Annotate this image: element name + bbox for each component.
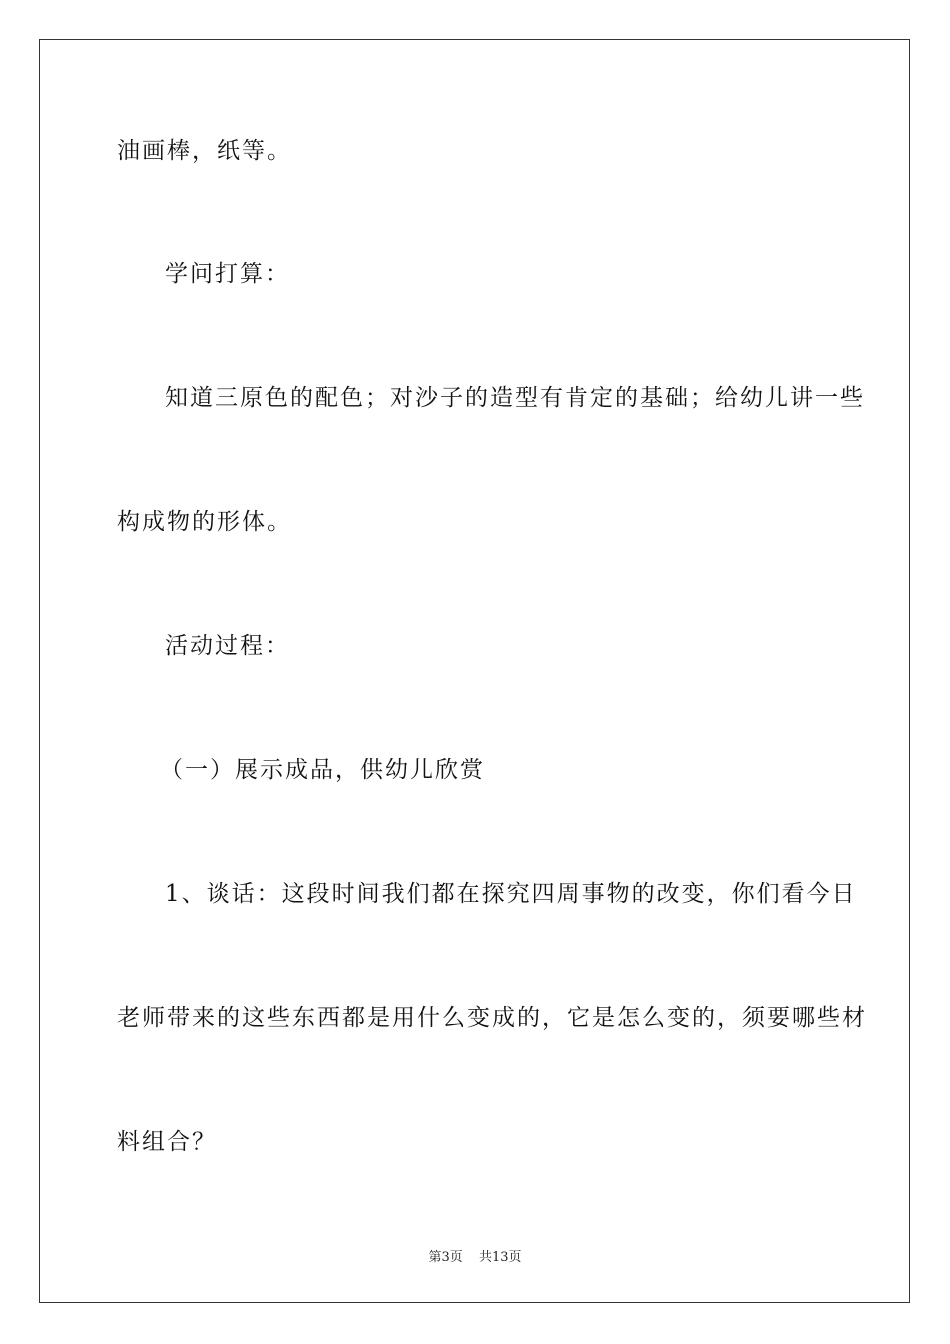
page-footer <box>0 1246 950 1265</box>
text-line-6: （一）展示成品，供幼儿欣赏 <box>160 757 485 783</box>
page-border <box>39 39 910 1303</box>
text-line-5: 活动过程： <box>165 633 290 659</box>
text-line-8: 老师带来的这些东西都是用什么变成的，它是怎么变的，须要哪些材 <box>117 1005 867 1031</box>
text-line-9: 料组合？ <box>117 1129 217 1155</box>
text-line-7: 1、谈话：这段时间我们都在探究四周事物的改变，你们看今日 <box>165 881 857 907</box>
text-line-4: 构成物的形体。 <box>117 509 292 535</box>
page-number-current: 第3页 <box>428 1250 463 1265</box>
page-number-total: 共13页 <box>478 1250 522 1265</box>
text-line-3: 知道三原色的配色；对沙子的造型有肯定的基础；给幼儿讲一些 <box>165 385 865 411</box>
text-line-1: 油画棒，纸等。 <box>117 138 292 164</box>
text-line-2: 学问打算： <box>165 261 290 287</box>
